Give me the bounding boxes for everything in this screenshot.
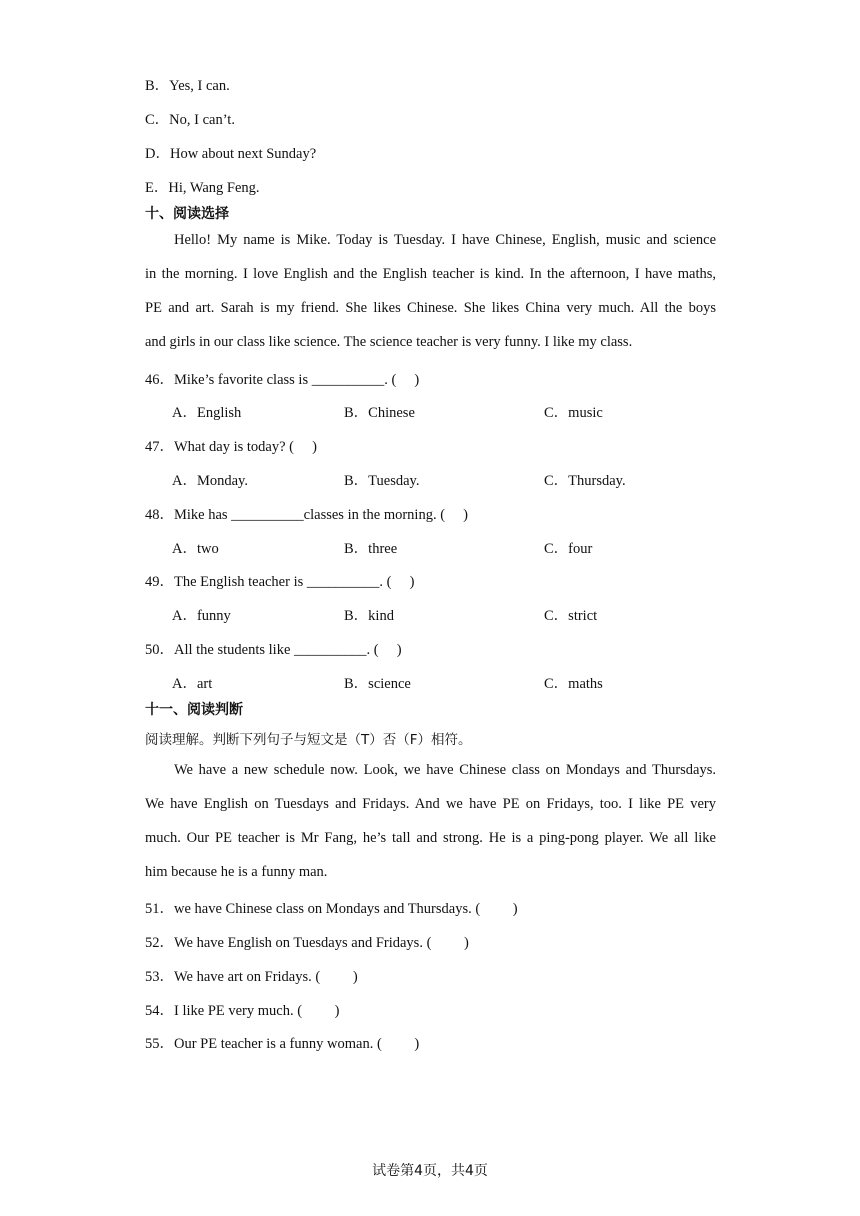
passage-2-line-2: We have English on Tuesdays and Fridays. And we have PE on Fridays, too. I like PE very bbox=[145, 796, 716, 812]
choice-c: C．maths bbox=[544, 676, 603, 692]
statement-53: 53．We have art on Fridays. ( ) bbox=[145, 969, 358, 985]
page-footer bbox=[0, 1160, 860, 1180]
choice-b: B．science bbox=[344, 676, 411, 692]
choice-a: A．Monday. bbox=[172, 473, 248, 489]
passage-1-line-2: in the morning. I love English and the English teacher is kind. In the afternoon, I have maths, bbox=[145, 266, 716, 282]
choice-c: C．strict bbox=[544, 608, 598, 624]
option-e: E．Hi, Wang Feng. bbox=[145, 180, 260, 196]
statement-55: 55．Our PE teacher is a funny woman. ( ) bbox=[145, 1036, 420, 1052]
choice-a: A．two bbox=[172, 541, 219, 557]
choice-a: A．art bbox=[172, 676, 213, 692]
option-c: C．No, I can’t. bbox=[145, 112, 235, 128]
section-11-heading: 十一、阅读判断 bbox=[145, 702, 243, 718]
option-b: B．Yes, I can. bbox=[145, 78, 230, 94]
statement-54: 54．I like PE very much. ( ) bbox=[145, 1003, 340, 1019]
choice-b: B．kind bbox=[344, 608, 394, 624]
choice-b: B．three bbox=[344, 541, 398, 557]
question-stem: 46．Mike’s favorite class is __________. ( ) bbox=[145, 372, 420, 388]
choice-c: C．Thursday. bbox=[544, 473, 626, 489]
page-number: 试卷第4页，共4页 bbox=[372, 1163, 488, 1179]
choice-a: A．funny bbox=[172, 608, 231, 624]
question-stem: 49．The English teacher is __________. ( ) bbox=[145, 574, 415, 590]
question-stem: 48．Mike has __________classes in the morning. ( ) bbox=[145, 507, 468, 523]
option-d: D．How about next Sunday? bbox=[145, 146, 317, 162]
choice-b: B．Chinese bbox=[344, 405, 415, 421]
question-stem: 47．What day is today? ( ) bbox=[145, 439, 317, 455]
passage-1-line-4: and girls in our class like science. The science teacher is very funny. I like my class. bbox=[145, 334, 633, 350]
instruction: 阅读理解。判断下列句子与短文是（T）否（F）相符。 bbox=[145, 732, 472, 748]
passage-2-line-4: him because he is a funny man. bbox=[145, 864, 328, 880]
passage-1-line-3: PE and art. Sarah is my friend. She likes Chinese. She likes China very much. All the boys bbox=[145, 300, 716, 316]
choice-c: C．four bbox=[544, 541, 593, 557]
statement-51: 51．we have Chinese class on Mondays and Thursdays. ( ) bbox=[145, 901, 518, 917]
choice-c: C．music bbox=[544, 405, 603, 421]
section-10-heading: 十、阅读选择 bbox=[145, 206, 229, 222]
passage-1-line-1: Hello! My name is Mike. Today is Tuesday. I have Chinese, English, music and science bbox=[174, 232, 716, 248]
choice-b: B．Tuesday. bbox=[344, 473, 420, 489]
question-stem: 50．All the students like __________. ( ) bbox=[145, 642, 402, 658]
passage-2-line-3: much. Our PE teacher is Mr Fang, he’s tall and strong. He is a ping-pong player. We all like bbox=[145, 830, 716, 846]
passage-2-line-1: We have a new schedule now. Look, we have Chinese class on Mondays and Thursdays. bbox=[174, 762, 716, 778]
statement-52: 52．We have English on Tuesdays and Fridays. ( ) bbox=[145, 935, 469, 951]
choice-a: A．English bbox=[172, 405, 242, 421]
